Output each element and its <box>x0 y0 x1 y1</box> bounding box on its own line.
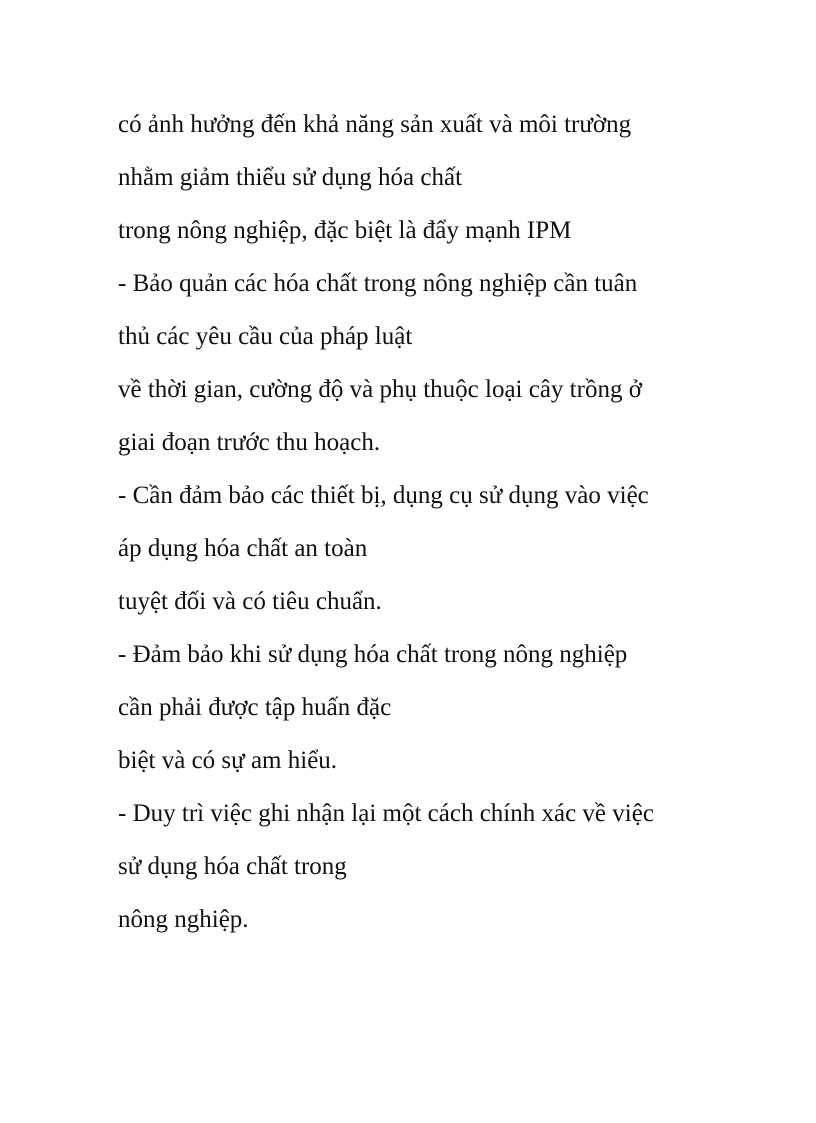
text-line: - Cần đảm bảo các thiết bị, dụng cụ sử dụng vào việc <box>118 482 649 509</box>
text-line: áp dụng hóa chất an toàn <box>118 535 368 562</box>
text-line: sử dụng hóa chất trong <box>118 853 347 880</box>
text-line: - Bảo quản các hóa chất trong nông nghiệp cần tuân <box>118 270 638 297</box>
text-line: tuyệt đối và có tiêu chuẩn. <box>118 588 382 615</box>
text-line: nông nghiệp. <box>118 906 249 933</box>
text-line: trong nông nghiệp, đặc biệt là đẩy mạnh IPM <box>118 217 572 244</box>
text-line: về thời gian, cường độ và phụ thuộc loại cây trồng ở <box>118 376 642 403</box>
text-line: thủ các yêu cầu của pháp luật <box>118 323 413 350</box>
text-line: nhằm giảm thiểu sử dụng hóa chất <box>118 164 463 191</box>
body-text <box>118 98 718 946</box>
text-line: - Đảm bảo khi sử dụng hóa chất trong nông nghiệp <box>118 641 628 668</box>
text-line: có ảnh hưởng đến khả năng sản xuất và môi trường <box>118 111 632 138</box>
text-line: - Duy trì việc ghi nhận lại một cách chính xác về việc <box>118 800 654 827</box>
text-line: biệt và có sự am hiểu. <box>118 747 338 774</box>
text-line: giai đoạn trước thu hoạch. <box>118 429 381 456</box>
text-line: cần phải được tập huấn đặc <box>118 694 392 721</box>
